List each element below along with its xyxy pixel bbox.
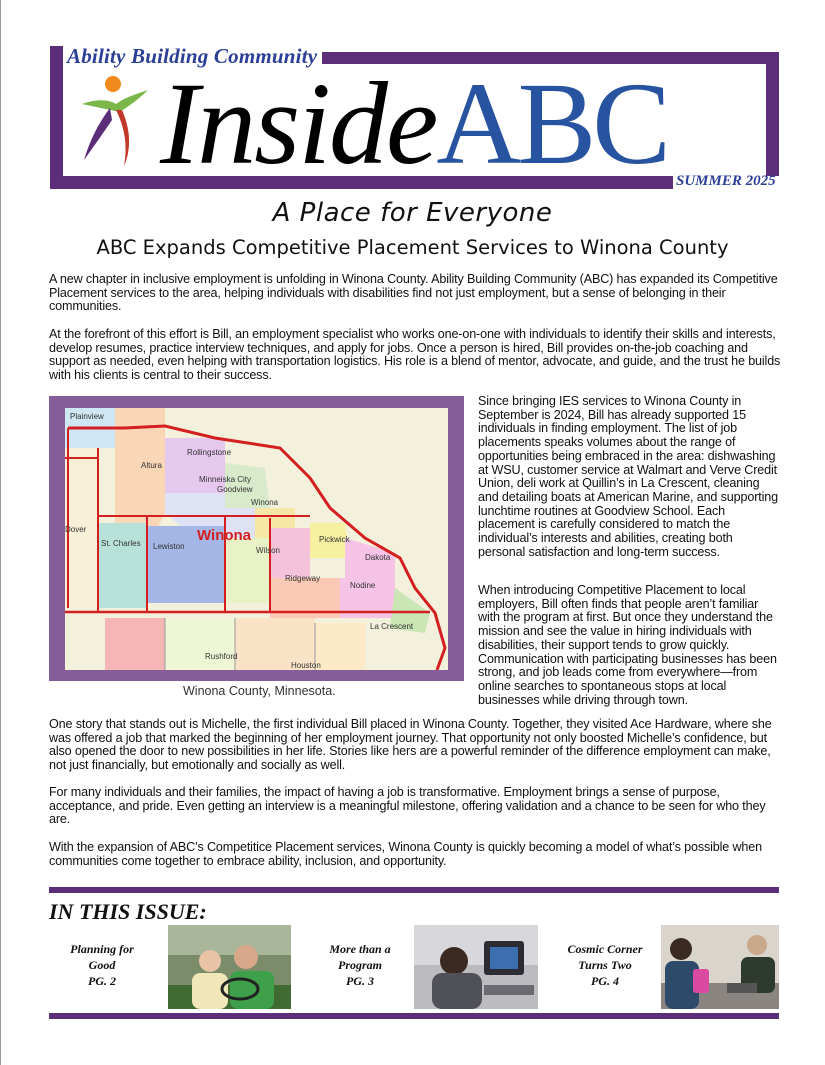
map-label: Rushford: [205, 652, 238, 661]
county-map-image: [65, 408, 448, 670]
issue-item-page: PG. 2: [88, 974, 116, 988]
map-label: Ridgeway: [285, 574, 321, 583]
photo-computer-work: [414, 925, 538, 1009]
photo-golf-cart: [168, 925, 291, 1009]
issue-item-cosmic-corner[interactable]: [560, 941, 650, 989]
paragraph-bill: At the forefront of this effort is Bill, an employment specialist who works one-on-one with individuals to identify their skills and interests, develop resumes, practice interview techniques, and apply for jobs. Once a person is hired, Bill provides on-the-job coaching and support as needed, even helping with transportation logistics. His role is a blend of mentor, advocate, and guide, and the trust he builds with his clients is central to their success.: [49, 327, 781, 383]
map-label: Altura: [141, 461, 162, 470]
organization-name: Ability Building Community: [67, 44, 318, 68]
map-county-label: Winona: [197, 527, 252, 544]
issue-item-line1: Cosmic Corner: [567, 942, 643, 956]
masthead-title: [160, 58, 668, 189]
issue-item-line2: Program: [337, 958, 382, 972]
map-label: Minneiska City: [199, 475, 252, 484]
photo-cosmic-corner: [661, 925, 779, 1009]
issue-item-line2: Turns Two: [578, 958, 632, 972]
county-map: [49, 396, 464, 681]
map-label: Rollingstone: [187, 448, 232, 457]
map-label: Dover: [65, 525, 87, 534]
page-edge-rule: [0, 0, 1, 1065]
headline: A Place for Everyone: [272, 198, 553, 228]
issue-item-page: PG. 4: [591, 974, 619, 988]
issue-item-line1: Planning for: [70, 942, 134, 956]
issue-date: SUMMER 2025: [676, 173, 776, 189]
paragraph-impact: For many individuals and their families, the impact of having a job is transformative. Employment brings a sense of purpose, acceptance, and pride. Even getting an interview is a meaningful milestone, offering validation and a chance to be seen for who they are.: [49, 785, 766, 827]
paragraph-placements: Since bringing IES services to Winona County in September is 2024, Bill has already supported 15 individuals in finding employment. The list of job placements speaks volumes about the range of opportunities being embraced in the area: dishwashing at WSU, customer service at Walmart and Verve Credit Union, deli work at Quillin’s in La Crescent, cleaning and detailing boats at American Marine, and supporting lunchtime routines at Goodview School. Each placement is carefully considered to match the individual’s interests and abilities, creating both personal satisfaction and long-term success.: [478, 394, 778, 559]
map-label: Wilson: [256, 546, 281, 555]
paragraph-employers: When introducing Competitive Placement to local employers, Bill often finds that people aren’t familiar with the program at first. But once they understand the mission and see the value in hiring individuals with disabilities, their support tends to grow quickly. Communication with participating businesses has been strong, and job leads come from everywhere—from online searches to spontaneous stops at local businesses while driving through town.: [478, 583, 777, 707]
paragraph-closing: With the expansion of ABC’s Competitice Placement services, Winona County is quickly becoming a model of what’s possible when communities come together to embrace ability, inclusion, and opportunity.: [49, 840, 762, 868]
masthead-title-inside: Inside: [160, 58, 437, 189]
issue-section-rule-top: [49, 887, 779, 893]
issue-item-planning[interactable]: [60, 941, 144, 989]
map-label: Plainview: [70, 412, 104, 421]
issue-item-line1: More than a: [329, 942, 391, 956]
map-label: Houston: [291, 661, 321, 670]
paragraph-michelle: One story that stands out is Michelle, the first individual Bill placed in Winona County. Together, they visited Ace Hardware, where she was offered a job that marked the beginning of her employment journey. That opportunity not only boosted Michelle’s confidence, but also opened the door to new possibilities in her life. Stories like hers are a powerful reminder of the difference employment can make, not just financially, but emotionally and socially as well.: [49, 717, 772, 773]
map-label: La Crescent: [370, 622, 414, 631]
masthead-title-abc: ABC: [436, 58, 668, 189]
map-label: Dakota: [365, 553, 391, 562]
masthead-frame-left: [50, 46, 63, 189]
abc-logo-icon: [80, 74, 150, 169]
map-label: Goodview: [217, 485, 253, 494]
issue-item-program[interactable]: [318, 941, 402, 989]
masthead-frame-right: [766, 52, 779, 176]
map-label: Lewiston: [153, 542, 185, 551]
map-caption: Winona County, Minnesota.: [183, 684, 336, 698]
subheadline: ABC Expands Competitive Placement Services to Winona County: [96, 236, 729, 259]
map-label: Pickwick: [319, 535, 350, 544]
issue-section-rule-bottom: [49, 1013, 779, 1019]
issue-item-line2: Good: [88, 958, 116, 972]
map-label: St. Charles: [101, 539, 141, 548]
map-label: Winona: [251, 498, 279, 507]
issue-item-page: PG. 3: [346, 974, 374, 988]
map-label: Nodine: [350, 581, 376, 590]
paragraph-intro: A new chapter in inclusive employment is unfolding in Winona County. Ability Building Community (ABC) has expanded its Competitive Placement services to the area, helping individuals with disabilities find not just employment, but a sense of belonging in their communities.: [49, 272, 778, 314]
in-this-issue-title: IN THIS ISSUE:: [49, 899, 207, 924]
